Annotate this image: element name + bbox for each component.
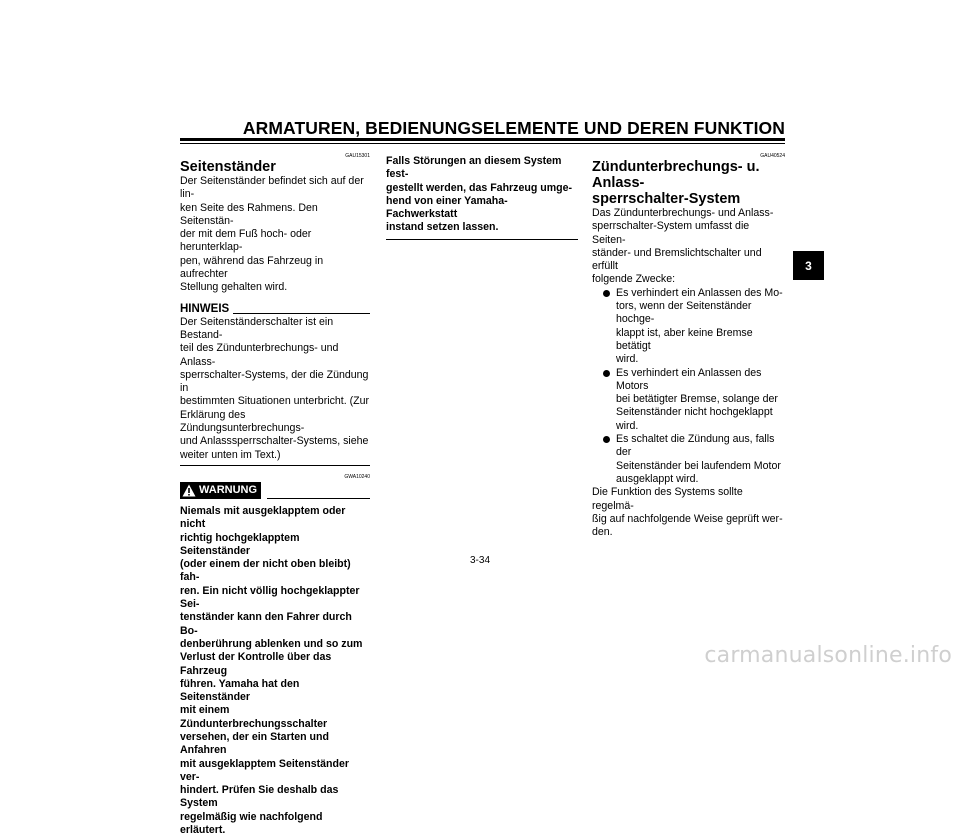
text-line: Seitenständer nicht hochgeklappt [616,406,773,419]
warning-heading [180,482,370,499]
text-line: bei betätigter Bremse, solange der [616,393,778,406]
text-line: versehen, der ein Starten und Anfahren [180,730,329,757]
warning-end-rule [386,239,578,240]
header-rule-thick [180,138,785,141]
text-line: instand setzen lassen. [386,221,499,234]
warning-label: WARNUNG [199,483,258,496]
text-line: und Anlasssperrschalter-Systems, siehe [180,435,369,448]
outro-text [592,486,785,539]
text-line: Erklärung des Zündungsunterbrechungs- [180,408,305,435]
header-rule-thin [180,143,785,144]
text-line: gestellt werden, das Fahrzeug umge- [386,181,573,194]
text-line: tenständer kann den Fahrer durch Bo- [180,611,352,637]
text-line: bestimmten Situationen unterbricht. (Zur [180,395,370,408]
text-line: wird. [616,419,639,432]
text-line: hend von einer Yamaha-Fachwerkstatt [386,194,508,221]
warning-triangle-icon [182,484,196,497]
text-line: ständer- und Bremslichtschalter und erfüllt [592,246,762,273]
warning-badge [180,482,261,499]
title-line: Zündunterbrechungs- u. Anlass- [592,159,760,191]
text-line: hindert. Prüfen Sie deshalb das System [180,784,339,810]
text-line: (oder einem der nicht oben bleibt) fah- [180,558,351,584]
bullet-dot-icon [603,436,610,443]
intro-text [592,207,785,287]
text-line: Es verhindert ein Anlassen des Motors [616,366,762,392]
text-line: führen. Yamaha hat den Seitenständer [180,677,300,704]
hinweis-body [180,316,370,462]
text-line: weiter unten im Text.) [180,448,281,461]
column-1 [180,153,370,837]
text-line: Stellung gehalten wird. [180,281,288,294]
text-line: tors, wenn der Seitenständer hochge- [616,300,752,326]
text-line: der mit dem Fuß hoch- oder herunterklap- [180,228,312,254]
text-line: ren. Ein nicht völlig hochgeklappter Sei- [180,584,360,611]
text-line: sperrschalter-Systems, der die Zündung in [180,368,369,395]
text-line: mit ausgeklapptem Seitenständer ver- [180,757,349,783]
warning-rule [267,498,370,499]
text-line: denberührung ablenken und so zum [180,637,363,650]
page-number: 3-34 [469,555,490,566]
hinweis-heading [180,303,370,316]
hinweis-label: HINWEIS [180,302,230,315]
text-line: folgende Zwecke: [592,273,676,286]
text-line: Die Funktion des Systems sollte regelmä- [592,486,743,512]
text-line: pen, während das Fahrzeug in aufrechter [180,254,324,281]
list-item [592,287,785,367]
text-line: den. [592,526,613,539]
seitenstaender-body [180,175,370,295]
text-line: Der Seitenständer befindet sich auf der lin- [180,175,364,201]
page-header-title: ARMATUREN, BEDIENUNGSELEMENTE UND DEREN FUNKTION [242,118,785,138]
text-line: klappt ist, aber keine Bremse betätigt [616,326,753,352]
text-line: Es schaltet die Zündung aus, falls der [616,433,775,459]
list-item [592,367,785,433]
hinweis-rule [233,313,370,314]
text-line: Es verhindert ein Anlassen des Mo- [616,286,783,299]
text-line: teil des Zündunterbrechungs- und Anlass- [180,342,339,368]
chapter-tab: 3 [793,251,824,280]
section-code: GAU15301 [345,153,370,159]
warning-code: GWA10240 [344,473,370,480]
section-code: GAU40524 [760,153,785,159]
watermark: carmanualsonline.info [704,643,952,668]
column-3 [592,153,785,539]
bullet-list [592,287,785,486]
hinweis-end-rule [180,465,370,466]
list-item [592,433,785,486]
text-line: Verlust der Kontrolle über das Fahrzeug [180,651,332,677]
text-line: Niemals mit ausgeklapptem oder nicht [180,504,346,531]
text-line: wird. [616,353,639,366]
warning-body [180,505,370,837]
text-line: ken Seite des Rahmens. Den Seitenstän- [180,201,318,227]
text-line: regelmäßig wie nachfolgend erläutert. [180,810,323,837]
text-line: Seitenständer bei laufendem Motor [616,459,781,472]
text-line: Der Seitenständerschalter ist ein Bestand- [180,315,334,341]
text-line: sperrschalter-System umfasst die Seiten- [592,220,750,246]
text-line: ausgeklappt wird. [616,472,699,485]
text-line: Falls Störungen an diesem System fest- [386,155,562,181]
text-line: ßig auf nachfolgende Weise geprüft wer- [592,512,783,525]
section-title-zuendunterbrechung [592,159,785,207]
text-line: mit einem Zündunterbrechungsschalter [180,704,328,730]
title-line: sperrschalter-System [592,191,741,207]
text-line: Das Zündunterbrechungs- und Anlass- [592,207,774,219]
column-2 [386,155,578,240]
bullet-dot-icon [603,370,610,377]
section-title-seitenstaender: Seitenständer [180,159,276,175]
text-line: richtig hochgeklapptem Seitenständer [180,531,300,557]
bullet-dot-icon [603,290,610,297]
